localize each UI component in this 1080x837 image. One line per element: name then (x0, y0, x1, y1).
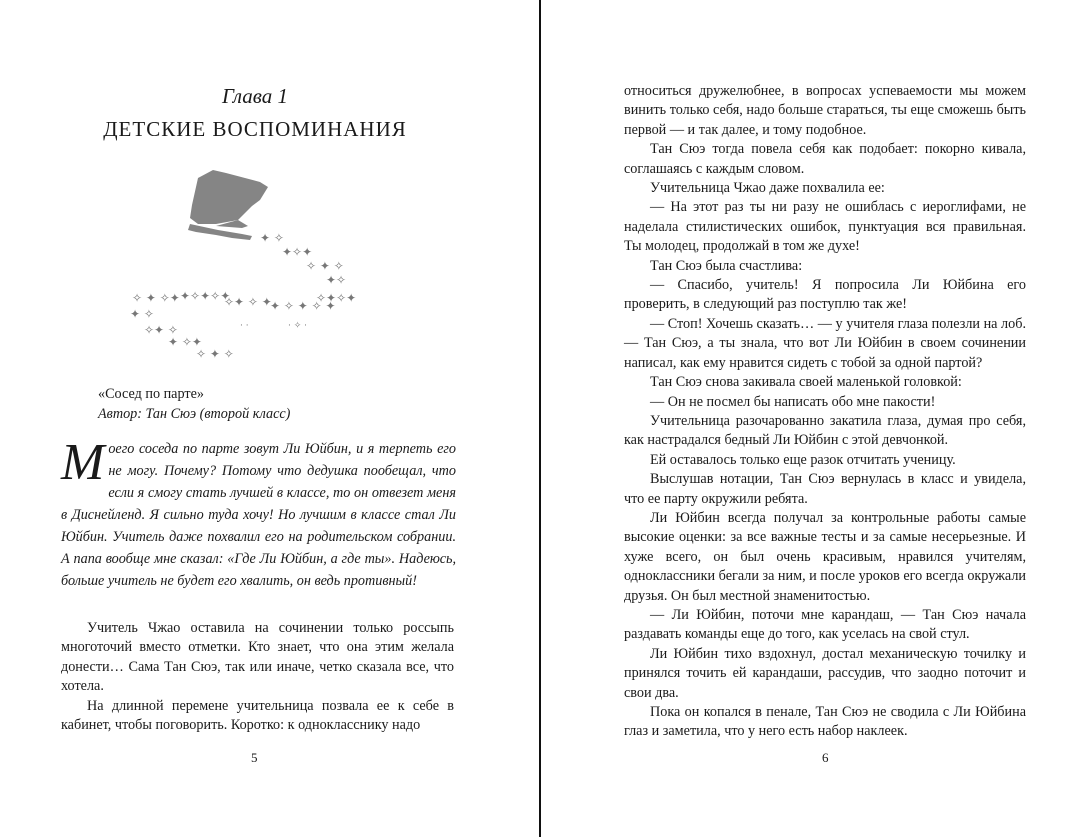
svg-text:✦ ✧: ✦ ✧ (260, 231, 284, 245)
svg-text:✧ ✦ ✧: ✧ ✦ ✧ (306, 259, 344, 273)
svg-text:✧ ✦ ✧✦: ✧ ✦ ✧✦ (132, 291, 180, 305)
paragraph: — Спасибо, учитель! Я попросила Ли Юйбина его проверить, в следующий раз поступлю так же! (624, 277, 1026, 313)
svg-text:✦✧: ✦✧ (326, 273, 347, 287)
paragraph: — Ли Юйбин, поточи мне карандаш, — Тан Сюэ начала раздавать команды еще до того, как уселась на свой стул. (624, 606, 1026, 643)
page-divider (539, 0, 541, 837)
page-number: 6 (822, 750, 829, 765)
svg-text:✧✦✧✦: ✧✦✧✦ (316, 291, 357, 305)
left-page (0, 0, 539, 837)
svg-text:✦ ✧: ✦ ✧ (130, 307, 154, 321)
essay-title: «Сосед по парте» (98, 386, 204, 402)
essay-body: оего соседа по парте зовут Ли Юйбин, и я терпеть его не могу. Почему? Потому что дедушка пообещал, что если я смогу стать лучшей в классе, то он отвезет меня в Диснейленд. Я сильно туда хочу! Но лучшим в классе стал Ли Юйбин. Учитель даже похвалил его на родительском собрании. А папа вообще мне сказал: «Где Ли Юйбин, а где ты». Надеюсь, больше учитель не будет его хвалить, он ведь противный! (61, 441, 456, 589)
skate-icon (120, 160, 380, 370)
svg-text:✦✧✦✧✦: ✦✧✦✧✦ (180, 289, 231, 303)
page-number: 5 (251, 750, 258, 765)
paragraph: На длинной перемене учительница позвала ее к себе в кабинет, чтобы поговорить. Коротко: к однокласснику надо (61, 697, 454, 734)
svg-text:· ✧ ·: · ✧ · (288, 321, 307, 331)
paragraph: Ей оставалось только еще разок отчитать ученицу. (650, 451, 956, 468)
paragraph: Пока он копался в пенале, Тан Сюэ не сводила с Ли Юйбина глаз и заметила, что у него есть набор наклеек. (624, 704, 1026, 740)
svg-text:✦ ✧ ✦ ✧ ✦: ✦ ✧ ✦ ✧ ✦ (270, 299, 336, 313)
drop-cap: М (61, 434, 105, 491)
right-body-text (624, 82, 1026, 742)
paragraph: Учительница Чжао даже похвалила ее: (650, 180, 885, 197)
paragraph: Ли Юйбин всегда получал за контрольные работы самые высокие оценки: за все важные тесты и за самые несерьезные. И хуже всего, он был очень красивым, нравился учителям, одноклассники бегали за ним, и после уроков его всегда окружали друзья. Он был местной знаменитостью. (624, 509, 1027, 604)
paragraph: — На этот раз ты ни разу не ошиблась с иероглифами, не наделала стилистических ошибок, пунктуация вся правильная. Ты молодец, продолжай в том же духе! (624, 199, 1026, 255)
paragraph: — Он не посмел бы написать обо мне пакости! (650, 393, 936, 410)
left-body-text (61, 619, 454, 735)
essay-text (61, 434, 456, 592)
svg-text:✧ ✦ ✧: ✧ ✦ ✧ (196, 347, 234, 361)
paragraph: Ли Юйбин тихо вздохнул, достал механическую точилку и принялся точить ей карандаши, рассудив, что заодно поточит и свои два. (624, 645, 1026, 701)
paragraph: Тан Сюэ снова закивала своей маленькой головкой: (650, 374, 962, 391)
paragraph: относиться дружелюбнее, в вопросах успеваемости мы можем винить только себя, надо больше стараться, ты еще сможешь быть первой — и так далее, и тому подобное. (624, 83, 1026, 138)
svg-text:✧✦ ✧ ✦: ✧✦ ✧ ✦ (224, 295, 272, 309)
paragraph: Учитель Чжао оставила на сочинении только россыпь многоточий вместо отметки. Кто знает, что она этим желала донести… Сама Тан Сюэ, так или иначе, четко сказала все, что хотела. (61, 620, 454, 695)
svg-text:✦ ✧✦: ✦ ✧✦ (168, 335, 202, 349)
svg-text:· ·: · · (240, 321, 249, 331)
svg-text:✦✧✦: ✦✧✦ (282, 245, 313, 259)
paragraph: Тан Сюэ была счастлива: (650, 257, 803, 274)
chapter-title: ДЕТСКИЕ ВОСПОМИНАНИЯ (103, 117, 407, 141)
svg-text:✧✦ ✧: ✧✦ ✧ (144, 323, 178, 337)
paragraph: — Стоп! Хочешь сказать… — у учителя глаза полезли на лоб. — Тан Сюэ, а ты знала, что вот Ли Юйбин в своем сочинении написал, как ему нравится сидеть с тобой за одной партой? (624, 315, 1026, 371)
paragraph: Учительница разочарованно закатила глаза, думая про себя, как настрадался бедный Ли Юйбин с этой девчонкой. (624, 412, 1026, 449)
chapter-label: Глава 1 (222, 84, 288, 108)
essay-author: Автор: Тан Сюэ (второй класс) (98, 406, 291, 422)
paragraph: Выслушав нотации, Тан Сюэ вернулась в класс и увидела, что ее парту окружили ребята. (624, 471, 1026, 507)
paragraph: Тан Сюэ тогда повела себя как подобает: покорно кивала, соглашаясь с каждым словом. (624, 141, 1026, 177)
